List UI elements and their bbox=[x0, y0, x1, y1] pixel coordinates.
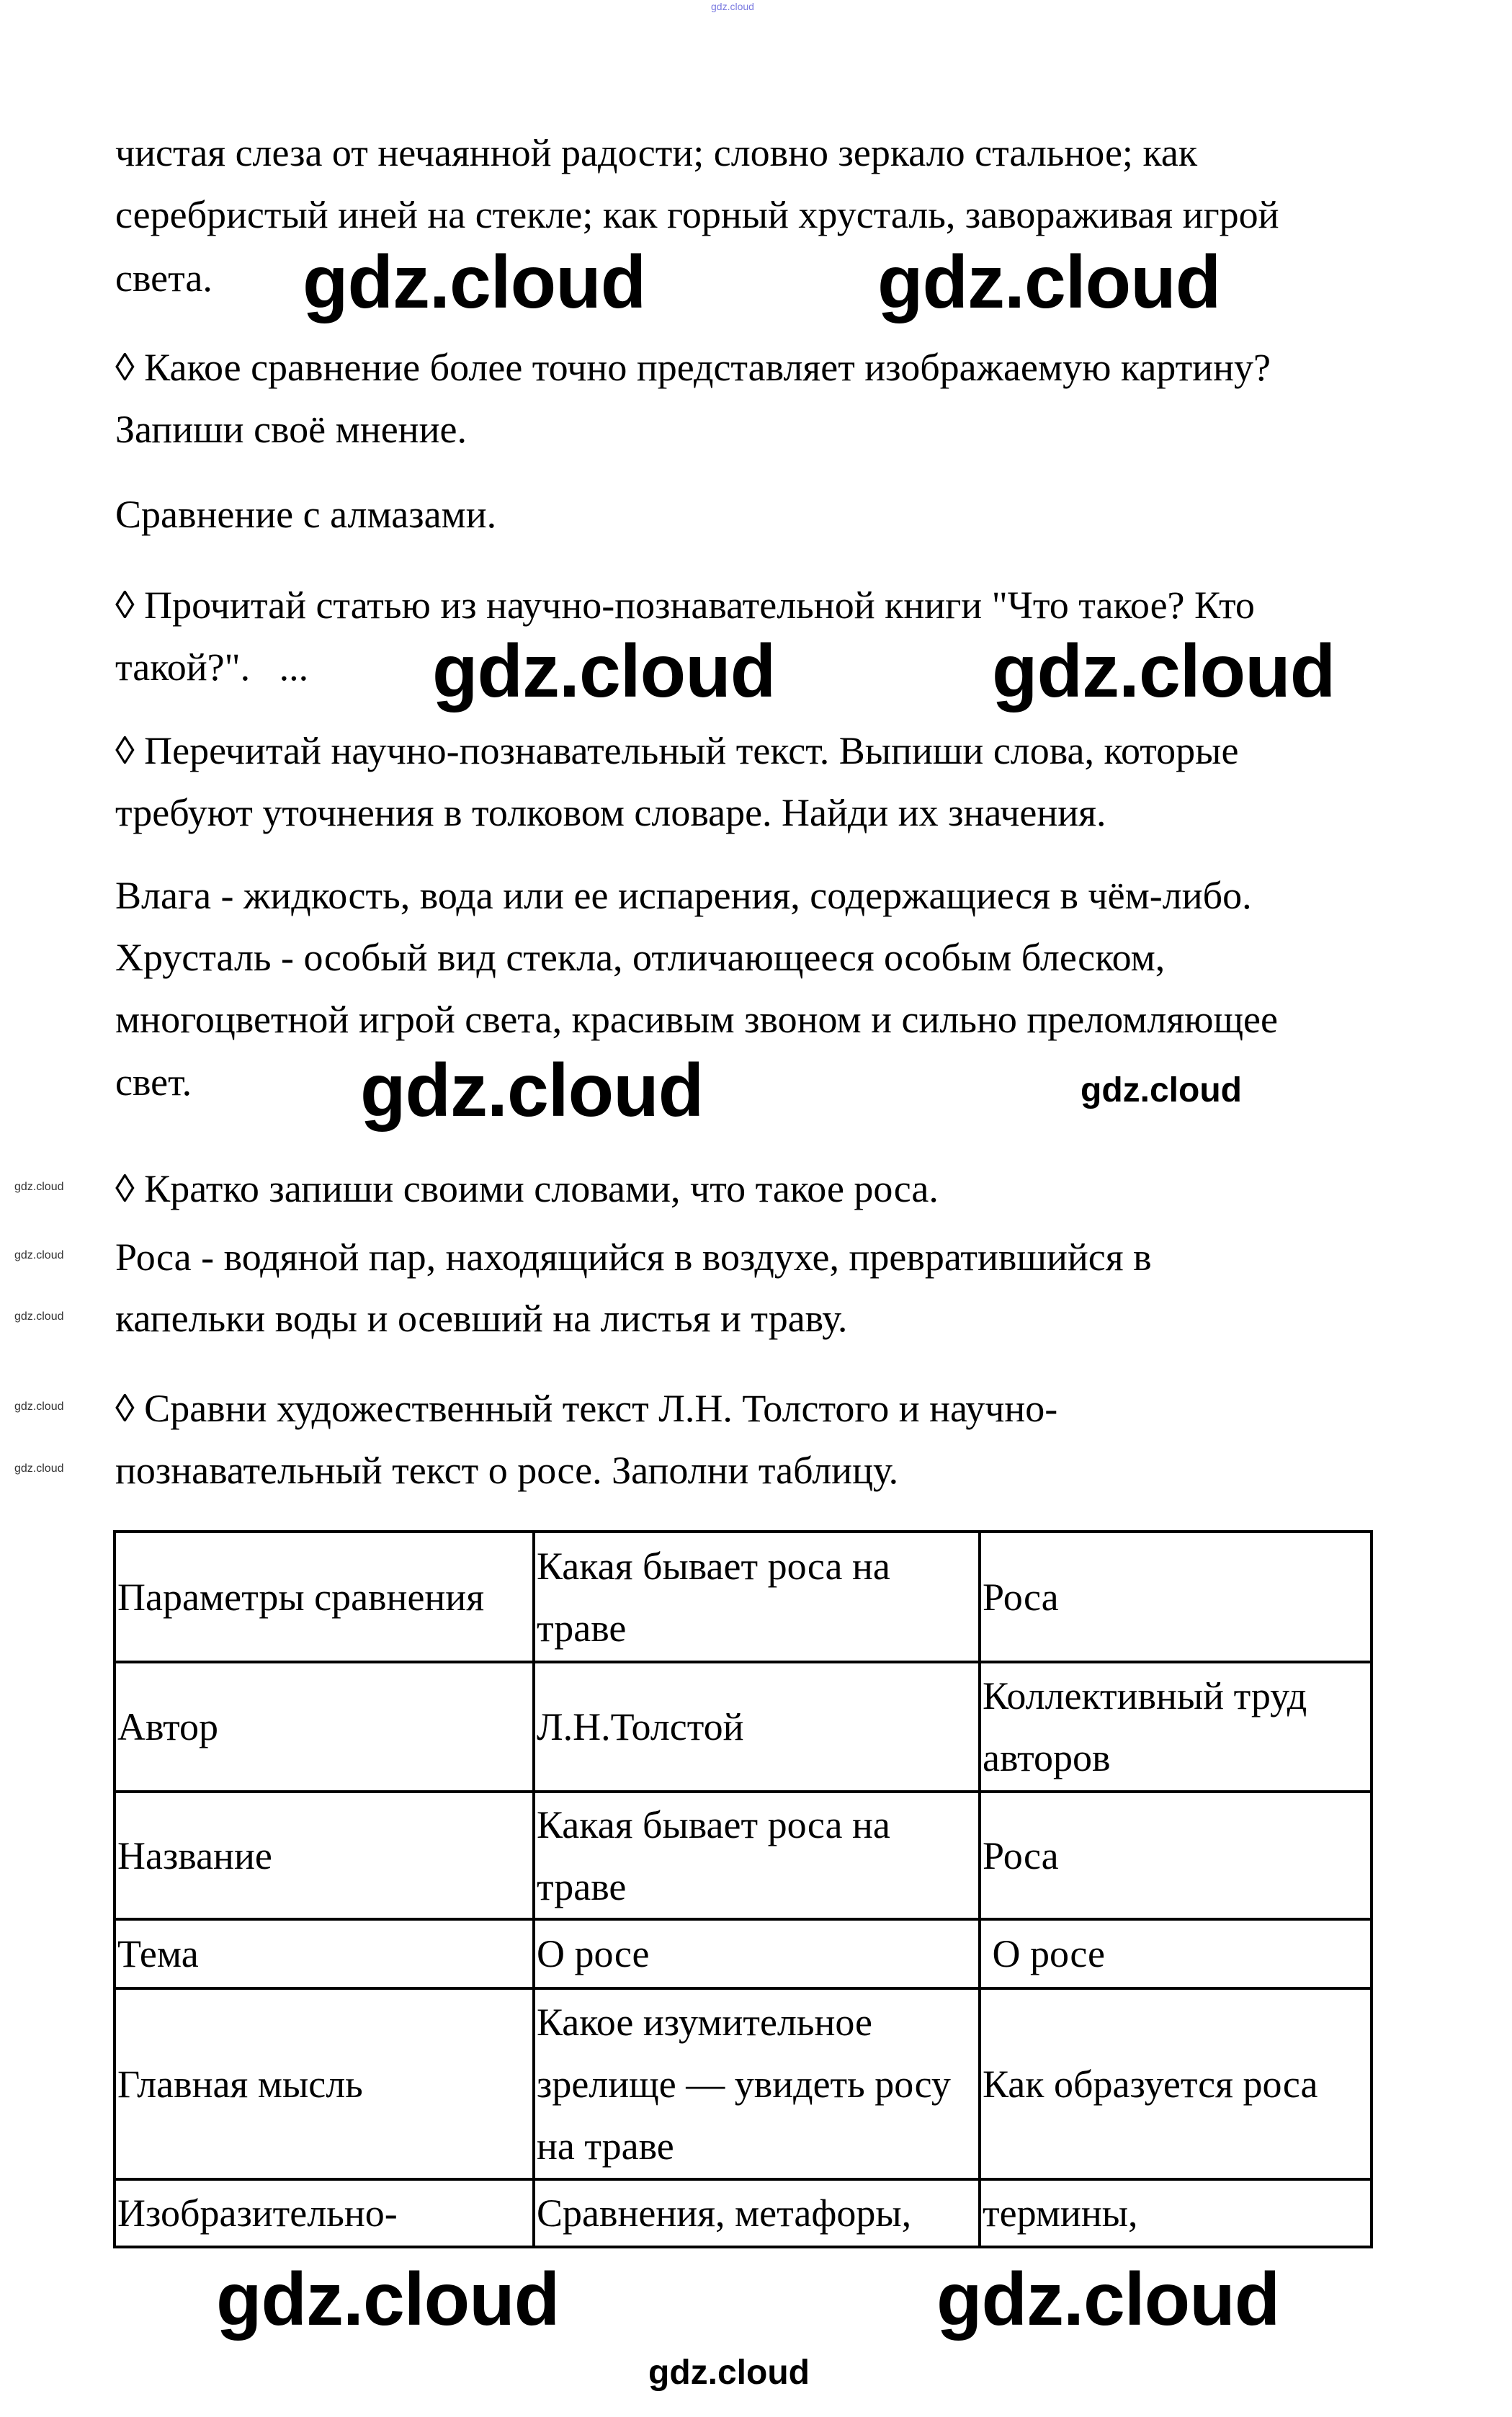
question-line: ◊ Сравни художественный текст Л.Н. Толстого и научно- bbox=[115, 1387, 1058, 1430]
paragraph-line: серебристый иней на стекле; как горный хрусталь, завораживая игрой bbox=[115, 193, 1279, 236]
question-line: ◊ Какое сравнение более точно представляет изображаемую картину? bbox=[115, 346, 1271, 389]
answer-line: капельки воды и осевший на листья и траву. bbox=[115, 1297, 848, 1340]
table-cell: Коллективный труд авторов bbox=[980, 1662, 1372, 1792]
answer-line: Сравнение с алмазами. bbox=[115, 493, 497, 536]
question-line: Запиши своё мнение. bbox=[115, 408, 467, 451]
watermark: gdz.cloud bbox=[14, 1181, 64, 1193]
table-cell: Какая бывает роса на траве bbox=[534, 1532, 980, 1662]
watermark: gdz.cloud bbox=[14, 1400, 64, 1413]
answer-line: Хрусталь - особый вид стекла, отличающееся особым блеском, bbox=[115, 936, 1166, 979]
watermark: gdz.cloud bbox=[360, 1049, 704, 1132]
table-row bbox=[115, 1532, 1372, 1662]
watermark: gdz.cloud bbox=[14, 1462, 64, 1475]
answer-line: многоцветной игрой света, красивым звоном и сильно преломляющее bbox=[115, 998, 1278, 1041]
table-row bbox=[115, 1662, 1372, 1792]
watermark: gdz.cloud bbox=[216, 2258, 560, 2341]
watermark: gdz.cloud bbox=[877, 241, 1221, 324]
watermark: gdz.cloud bbox=[303, 241, 646, 324]
table-row bbox=[115, 2179, 1372, 2247]
question-line: требуют уточнения в толковом словаре. Найди их значения. bbox=[115, 791, 1106, 834]
question-line: познавательный текст о росе. Заполни таблицу. bbox=[115, 1449, 899, 1492]
table-cell: Сравнения, метафоры, bbox=[534, 2179, 980, 2247]
watermark: gdz.cloud bbox=[14, 1310, 64, 1323]
watermark-top: gdz.cloud bbox=[711, 1, 754, 12]
table-cell: Как образуется роса bbox=[980, 1988, 1372, 2179]
question-line: ◊ Перечитай научно-познавательный текст. Выпиши слова, которые bbox=[115, 729, 1239, 772]
answer-line: свет. bbox=[115, 1060, 192, 1104]
table-cell: Какая бывает роса на траве bbox=[534, 1792, 980, 1919]
table-cell: Тема bbox=[115, 1919, 534, 1988]
table-cell: Роса bbox=[980, 1532, 1372, 1662]
table-cell: Л.Н.Толстой bbox=[534, 1662, 980, 1792]
table-row bbox=[115, 1919, 1372, 1988]
table-cell: Параметры сравнения bbox=[115, 1532, 534, 1662]
question-line: ◊ Прочитай статью из научно-познавательной книги "Что такое? Кто bbox=[115, 584, 1255, 627]
paragraph-line: света. bbox=[115, 256, 213, 300]
table-row bbox=[115, 1792, 1372, 1919]
table-cell: Изобразительно- bbox=[115, 2179, 534, 2247]
table-cell: Главная мысль bbox=[115, 1988, 534, 2179]
table-cell: О росе bbox=[980, 1919, 1372, 1988]
table-cell: Роса bbox=[980, 1792, 1372, 1919]
table-cell: О росе bbox=[534, 1919, 980, 1988]
answer-line: Влага - жидкость, вода или ее испарения, содержащиеся в чём-либо. bbox=[115, 874, 1252, 917]
answer-line: Роса - водяной пар, находящийся в воздухе, превратившийся в bbox=[115, 1236, 1152, 1279]
question-line: ◊ Кратко запиши своими словами, что такое роса. bbox=[115, 1167, 939, 1210]
comparison-table bbox=[113, 1530, 1373, 2248]
question-line: такой?". ... bbox=[115, 645, 309, 689]
table-cell: Автор bbox=[115, 1662, 534, 1792]
watermark: gdz.cloud bbox=[1081, 1071, 1242, 1109]
table-cell: Какое изумительное зрелище — увидеть росу на траве bbox=[534, 1988, 980, 2179]
watermark: gdz.cloud bbox=[648, 2354, 810, 2392]
watermark: gdz.cloud bbox=[432, 630, 776, 713]
watermark: gdz.cloud bbox=[992, 630, 1336, 713]
watermark: gdz.cloud bbox=[936, 2258, 1280, 2341]
paragraph-line: чистая слеза от нечаянной радости; словно зеркало стальное; как bbox=[115, 131, 1198, 174]
table-cell: Название bbox=[115, 1792, 534, 1919]
table-row bbox=[115, 1988, 1372, 2179]
watermark: gdz.cloud bbox=[14, 1249, 64, 1261]
table-cell: термины, bbox=[980, 2179, 1372, 2247]
